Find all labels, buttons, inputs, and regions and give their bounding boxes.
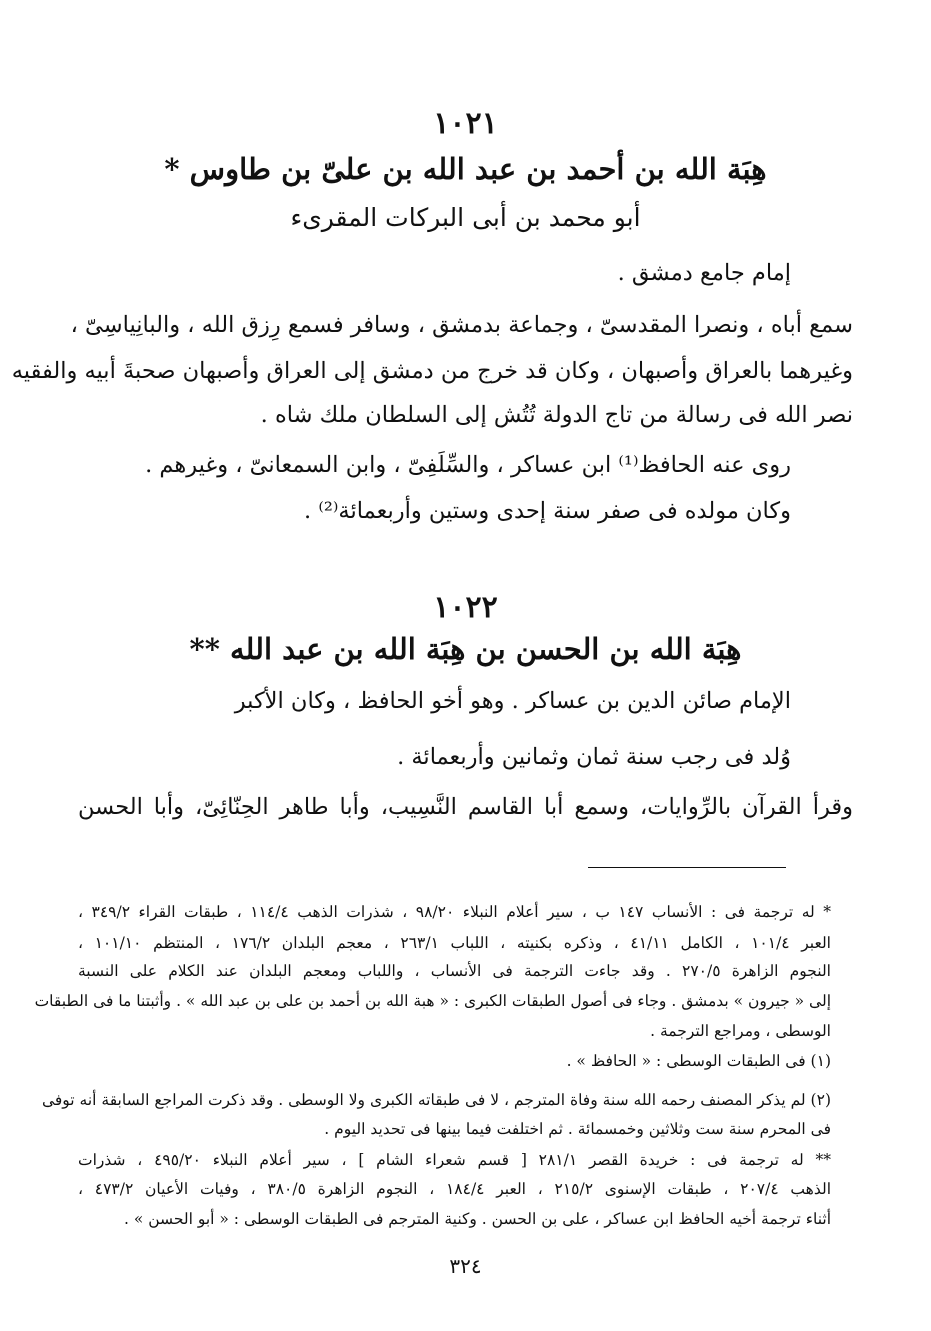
footnote-line: الذهب ٢٠٧/٤ ، طبقات الإسنوى ٢١٥/٢ ، العبر ١٨٤/٤ ، النجوم الزاهرة ٣٨٠/٥ ، وفيات الأعيان ٤٧٣/٢ ، <box>78 1180 831 1198</box>
body-line: وغيرهما بالعراق وأصبهان ، وكان قد خرج من دمشق إلى العراق وأصبهان صحبةَ أبيه والفقيه <box>11 358 853 384</box>
footnote-line: (١) فى الطبقات الوسطى : « الحافظ » . <box>566 1052 831 1070</box>
footnote-line: أثناء ترجمة أخيه الحافظ ابن عساكر ، على بن الحسن . وكنية المترجم فى الطبقات الوسطى : « أبو الحسن » . <box>123 1210 831 1228</box>
entry-kunya: أبو محمد بن أبى البركات المقرىء <box>290 203 641 232</box>
footnote-line: فى المحرم سنة ست وثلاثين وخمسمائة . ثم اختلفت فيما بينها فى تحديد اليوم . <box>324 1120 831 1138</box>
footnote-separator <box>588 867 786 868</box>
entry-name: هِبَة الله بن الحسن بن هِبَة الله بن عبد الله ** <box>189 632 742 666</box>
body-line: وُلد فى رجب سنة ثمان وثمانين وأربعمائة . <box>397 744 791 770</box>
entry-number: ١٠٢٢ <box>433 590 498 625</box>
body-line: روى عنه الحافظ⁽¹⁾ ابن عساكر ، والسِّلَفِىّ ، وابن السمعانىّ ، وغيرهم . <box>145 452 791 478</box>
body-line: وكان مولده فى صفر سنة إحدى وستين وأربعمائة⁽²⁾ . <box>304 498 791 524</box>
footnote-line: ** له ترجمة فى : خريدة القصر ٢٨١/١ [ قسم شعراء الشام ] ، سير أعلام النبلاء ٤٩٥/٢٠ ، شذرات <box>78 1151 831 1169</box>
body-line: إمام جامع دمشق . <box>617 260 791 286</box>
footnote-line: العبر ١٠١/٤ ، الكامل ٤١/١١ ، وذكره بكنيته ، اللباب ٢٦٣/١ ، معجم البلدان ١٧٦/٢ ، المنتظم ١٠١/١٠ ، <box>78 934 831 952</box>
page-number: ٣٢٤ <box>449 1254 482 1278</box>
footnote-line: الوسطى ، ومراجع الترجمة . <box>650 1022 831 1040</box>
footnote-line: * له ترجمة فى : الأنساب ١٤٧ ب ، سير أعلام النبلاء ٩٨/٢٠ ، شذرات الذهب ١١٤/٤ ، طبقات القراء ٣٤٩/٢ ، <box>78 903 831 921</box>
footnote-line: إلى « جيرون » بدمشق . وجاء فى أصول الطبقات الكبرى : « هبة الله بن أحمد بن على بن عبد الله » . وأثبتنا ما فى الطبقات <box>34 992 831 1010</box>
body-line: وقرأ القرآن بالرِّوايات، وسمع أبا القاسم النَّسِيب، وأبا طاهر الحِنّائِىّ، وأبا الحسن <box>78 794 853 820</box>
footnote-line: النجوم الزاهرة ٢٧٠/٥ . وقد جاءت الترجمة فى الأنساب ، واللباب ومعجم البلدان عند الكلام على النسبة <box>78 962 831 980</box>
body-line: الإمام صائن الدين بن عساكر . وهو أخو الحافظ ، وكان الأكبر <box>234 688 791 714</box>
entry-name: هِبَة الله بن أحمد بن عبد الله بن علىّ بن طاوس * <box>164 152 767 186</box>
body-line: سمع أباه ، ونصرا المقدسىّ ، وجماعة بدمشق ، وسافر فسمع رِزق الله ، والبانِياسِىّ ، <box>70 312 853 338</box>
body-line: نصر الله فى رسالة من تاج الدولة تُتُش إلى السلطان ملك شاه . <box>260 402 853 428</box>
entry-number: ١٠٢١ <box>433 106 498 141</box>
footnote-line: (٢) لم يذكر المصنف رحمه الله سنة وفاة المترجم ، لا فى طبقاته الكبرى ولا الوسطى . وقد ذكرت المراجع السابقة أنه توفى <box>41 1091 831 1109</box>
